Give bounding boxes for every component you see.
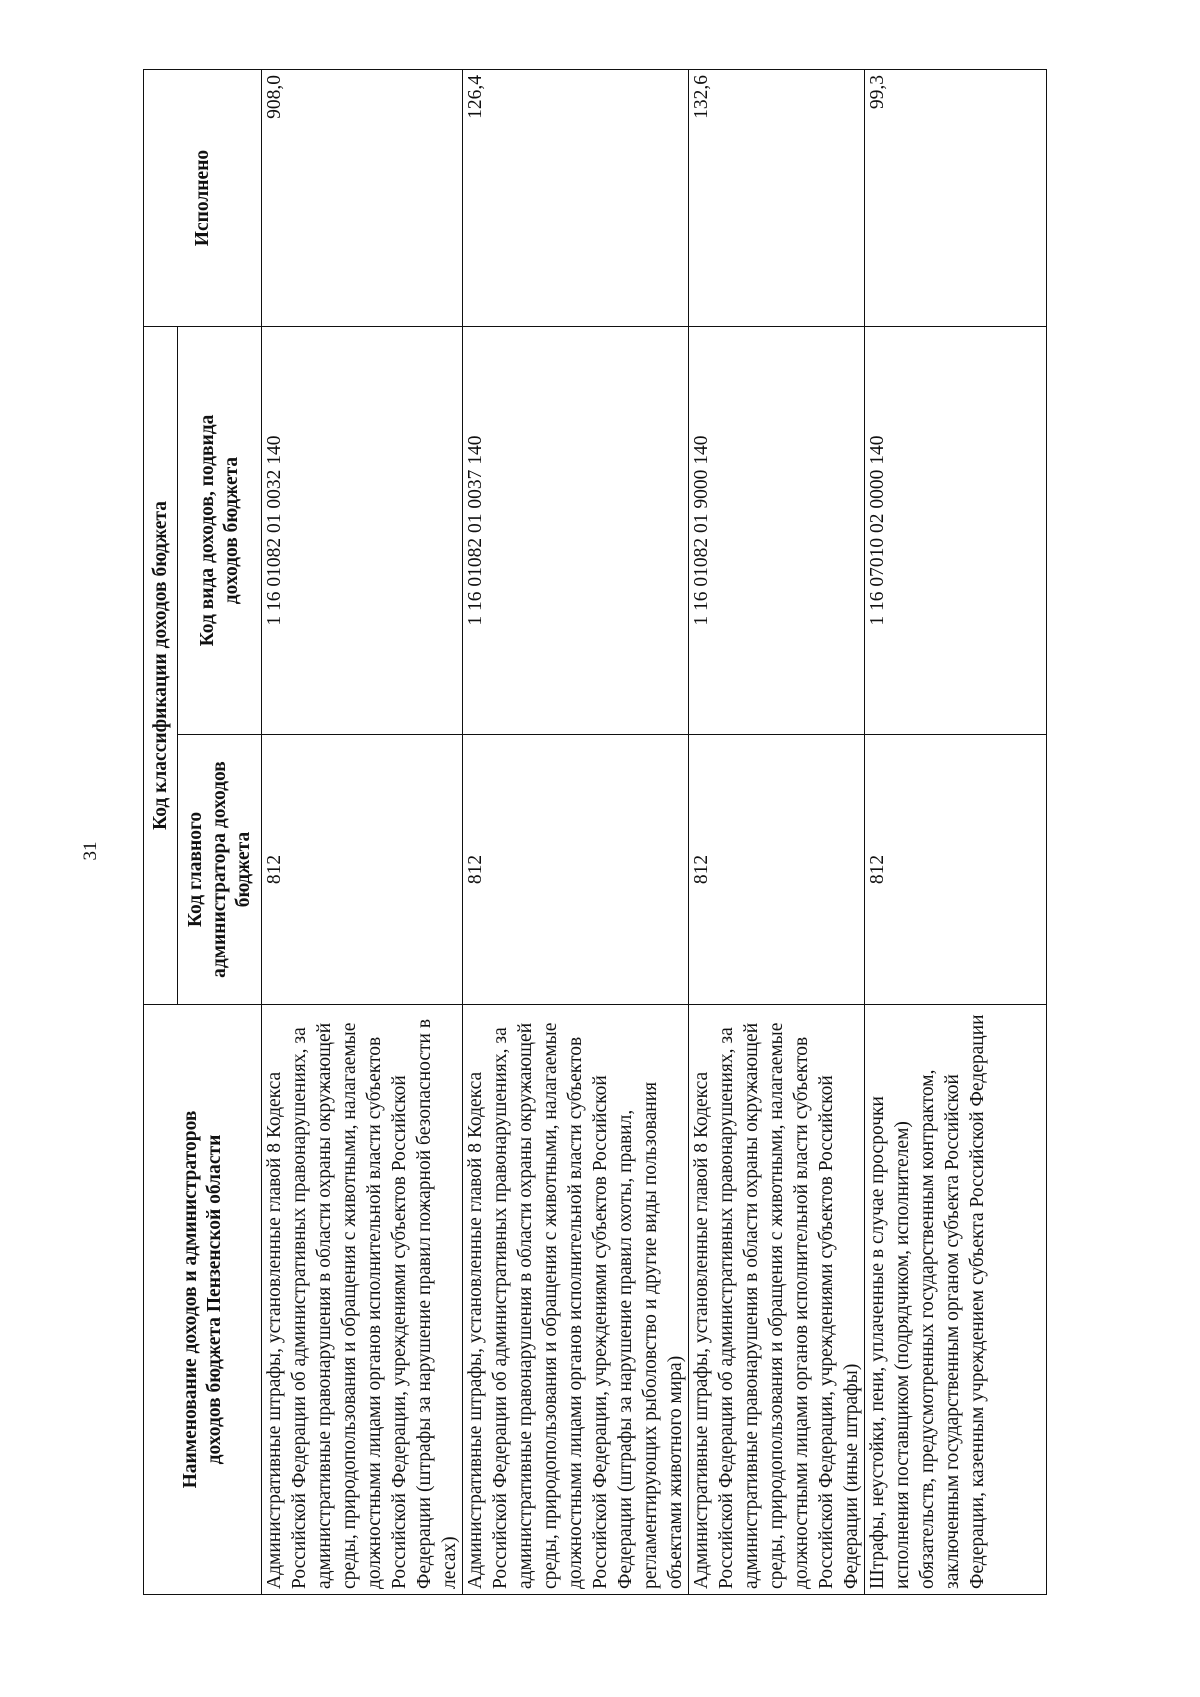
row-executed: 99,3 [865, 70, 1047, 327]
header-name: Наименование доходов и администраторов доходов бюджета Пензенской области [144, 1005, 262, 1595]
table-row [262, 70, 463, 1595]
row-name: Административные штрафы, установленные главой 8 Кодекса Российской Федерации об административных правонарушениях, за административные правонарушения в области охраны окружающей среды, природопользования и обращения с животными, налагаемые должностными лицами органов исполнительной власти субъектов Российской Федерации, учреждениями субъектов Российской Федерации (штрафы за нарушение правил пожарной безопасности в лесах) [262, 1005, 463, 1595]
row-admin-code: 812 [463, 735, 689, 1005]
row-admin-code: 812 [689, 735, 865, 1005]
table-row [463, 70, 689, 1595]
income-table [143, 69, 1047, 1595]
header-admin-code: Код главного администратора доходов бюджета [178, 735, 262, 1005]
row-name: Административные штрафы, установленные главой 8 Кодекса Российской Федерации об административных правонарушениях, за административные правонарушения в области охраны окружающей среды, природопользования и обращения с животными, налагаемые должностными лицами органов исполнительной власти субъектов Российской Федерации, учреждениями субъектов Российской Федерации (штрафы за нарушение правил охоты, правил, регламентирующих рыболовство и другие виды пользования объектами животного мира) [463, 1005, 689, 1595]
row-admin-code: 812 [262, 735, 463, 1005]
row-admin-code: 812 [865, 735, 1047, 1005]
row-executed: 132,6 [689, 70, 865, 327]
header-executed: Исполнено [144, 70, 262, 327]
header-classification-group: Код классификации доходов бюджета [144, 327, 178, 1005]
row-executed: 126,4 [463, 70, 689, 327]
page-number: 31 [80, 841, 101, 861]
row-name: Штрафы, неустойки, пени, уплаченные в случае просрочки исполнения поставщиком (подрядчиком, исполнителем) обязательств, предусмотренных государственным контрактом, заключенным государственным органом субъекта Российской Федерации, казенным учреждением субъекта Российской Федерации [865, 1005, 1047, 1595]
table-row [865, 70, 1047, 1595]
row-type-code: 1 16 01082 01 9000 140 [689, 327, 865, 735]
row-type-code: 1 16 01082 01 0032 140 [262, 327, 463, 735]
row-executed: 908,0 [262, 70, 463, 327]
row-name: Административные штрафы, установленные главой 8 Кодекса Российской Федерации об административных правонарушениях, за административные правонарушения в области охраны окружающей среды, природопользования и обращения с животными, налагаемые должностными лицами органов исполнительной власти субъектов Российской Федерации, учреждениями субъектов Российской Федерации (иные штрафы) [689, 1005, 865, 1595]
table-row [689, 70, 865, 1595]
row-type-code: 1 16 01082 01 0037 140 [463, 327, 689, 735]
rotated-table-container [143, 70, 993, 1595]
header-type-code: Код вида доходов, подвида доходов бюджета [178, 327, 262, 735]
table-header-row [144, 70, 178, 1595]
row-type-code: 1 16 07010 02 0000 140 [865, 327, 1047, 735]
